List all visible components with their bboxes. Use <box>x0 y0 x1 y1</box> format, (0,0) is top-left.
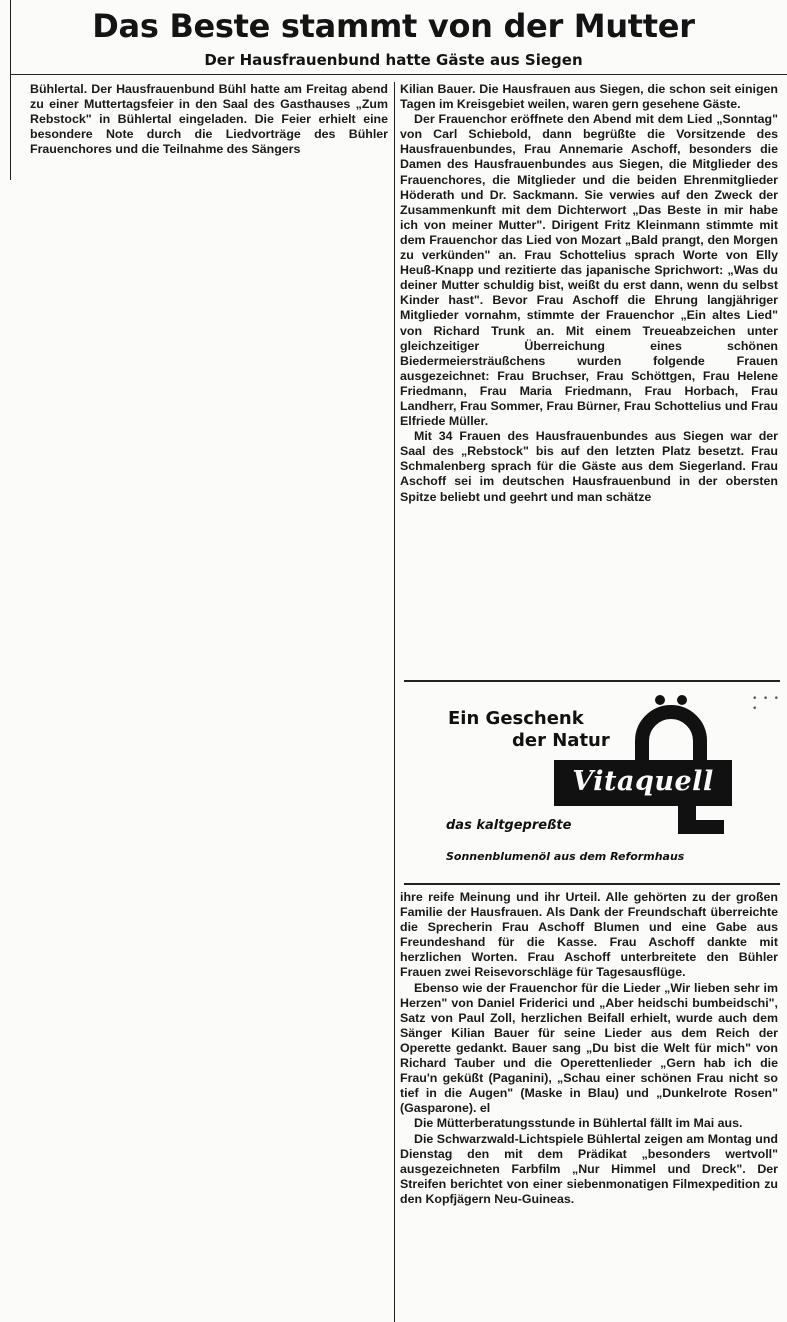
ad-bottom-rule <box>404 883 780 885</box>
notice-counseling-text: in Bühlertal fällt im Mai aus. <box>575 1116 743 1131</box>
headline-underline <box>10 74 787 75</box>
headline: Das Beste stammt von der Mutter <box>92 7 695 45</box>
brand-logo-box <box>554 760 732 806</box>
paragraph: Ebenso wie der Frauenchor für die Lieder „Wir lieben sehr im Herzen" von Daniel Friderici und „Aber heidschi bumbeidschi", Satz von Paul Zoll, herzlichen Beifall erhielt, wurde auch dem Sänger Kilian Bauer für seine Lieder aus dem Reich der Operette gedankt. Bauer sang „Du bist die Welt für mich" von Richard Tauber und die Operettenlieder „Gern hab ich die Frau'n geküßt (Paganini), „Schau einer schönen Frau nicht so tief in die Augen" (Maske in Blau) und „Dunkelrote Rosen" (Gasparone). el <box>400 980 778 1116</box>
notice-cinema-text: zeigen am Montag und Dienstag den mit dem Prädikat „besonders wertvoll" ausgezeichneten Farbfilm „Nur Himmel und Dreck". Der Streifen berichtet von einer siebenmonatigen Filmexpedition zu den Kopfjägern Neu-Guineas. <box>400 1131 778 1206</box>
paragraph: Mit 34 Frauen des Hausfrauenbundes aus Siegen war der Saal des „Rebstock" bis auf den letzten Platz besetzt. Frau Schmalenberg sprach für die Gäste aus dem Siegerland. Frau Aschoff sei im deutschen Hausfrauenbund in der obersten Spitze beliebt und geehrt und man schätze <box>400 429 778 504</box>
article-intro-paragraph <box>30 82 388 157</box>
notice-counseling <box>400 1116 778 1131</box>
dateline-place: Bühlertal. <box>30 82 88 96</box>
intro-text: Der Hausfrauenbund Bühl hatte am Freitag abend zu einer Muttertagsfeier in den Saal des Gasthauses „Zum Rebstock" in Bühlertal eingeladen. Die Feier erhielt eine besondere Note durch die Liedvorträge des Bühler Frauenchores und die Teilnahme des Sängers <box>30 82 388 157</box>
article-left-column <box>30 82 388 157</box>
ad-corner-mark: • • • • <box>752 694 780 714</box>
column-divider <box>394 82 395 1322</box>
vitaquell-advertisement <box>400 684 782 882</box>
brand-name: Vitaquell <box>572 766 714 797</box>
article-right-column-top <box>400 82 778 505</box>
article-right-column-bottom <box>400 890 778 1207</box>
ad-slogan-line2: der Natur <box>512 730 610 751</box>
paragraph: Der Frauenchor eröffnete den Abend mit dem Lied „Sonntag" von Carl Schiebold, dann begrüßte die Vorsitzende des Hausfrauenbundes, Frau Annemarie Aschoff, besonders die Damen des Hausfrauenbundes aus Siegen, die Mitglieder des Frauenchores, die Mitglieder und die beiden Ehrenmitglieder Höderath und Dr. Sackmann. Sie verwies auf den Zweck der Zusammenkunft mit dem Dichterwort „Das Beste in mir habe ich von meiner Mutter". Dirigent Fritz Kleinmann stimmte mit dem Frauenchor das Lied von Mozart „Bald prangt, den Morgen zu verkünden" an. Frau Schottelius sprach Worte von Elly Heuß-Knapp und rezitierte das japanische Sprichwort: „Was du deiner Mutter schuldig bist, weißt du erst dann, wenn du selbst Kinder hast". Bevor Frau Aschoff die Ehrung langjähriger Mitglieder vornahm, stimmte der Frauenchor „Ein altes Lied" von Richard Trunk an. Mit einem Treueabzeichen unter gleichzeitiger Überreichung eines schönen Biedermeiersträußchens wurden folgende Frauen ausgezeichnet: Frau Bruchser, Frau Schöttgen, Frau Helene Friedmann, Frau Maria Friedmann, Frau Horbach, Frau Landherr, Frau Sommer, Frau Bürner, Frau Schottelius und Frau Elfriede Müller. <box>400 112 778 429</box>
left-border-rule <box>10 0 11 180</box>
ad-top-rule <box>404 680 780 682</box>
notice-cinema <box>400 1132 778 1207</box>
notice-counseling-lead: Die Mütterberatungsstunde <box>414 1116 576 1131</box>
ad-slogan-line1: Ein Geschenk <box>448 708 584 729</box>
ad-product-subline: Sonnenblumenöl aus dem Reformhaus <box>446 850 685 863</box>
ad-product-line: das kaltgepreßte <box>446 818 572 833</box>
subheadline: Der Hausfrauenbund hatte Gäste aus Siegen <box>204 51 583 69</box>
notice-cinema-lead: Die Schwarzwald-Lichtspiele Bühlertal <box>414 1131 641 1146</box>
paragraph: Kilian Bauer. Die Hausfrauen aus Siegen, die schon seit einigen Tagen im Kreisgebiet weilen, waren gern gesehene Gäste. <box>400 82 778 112</box>
paragraph: ihre reife Meinung und ihr Urteil. Alle gehörten zu der großen Familie der Hausfrauen. Als Dank der Freundschaft überreichte die Sprecherin Frau Aschoff Blumen und eine Gabe aus Freundeshand für die Kasse. Frau Aschoff dankte mit herzlichen Worten. Frau Aschoff unterbreitete den Bühler Frauen zwei Reisevorschläge für Tagesausflüge. <box>400 890 778 980</box>
